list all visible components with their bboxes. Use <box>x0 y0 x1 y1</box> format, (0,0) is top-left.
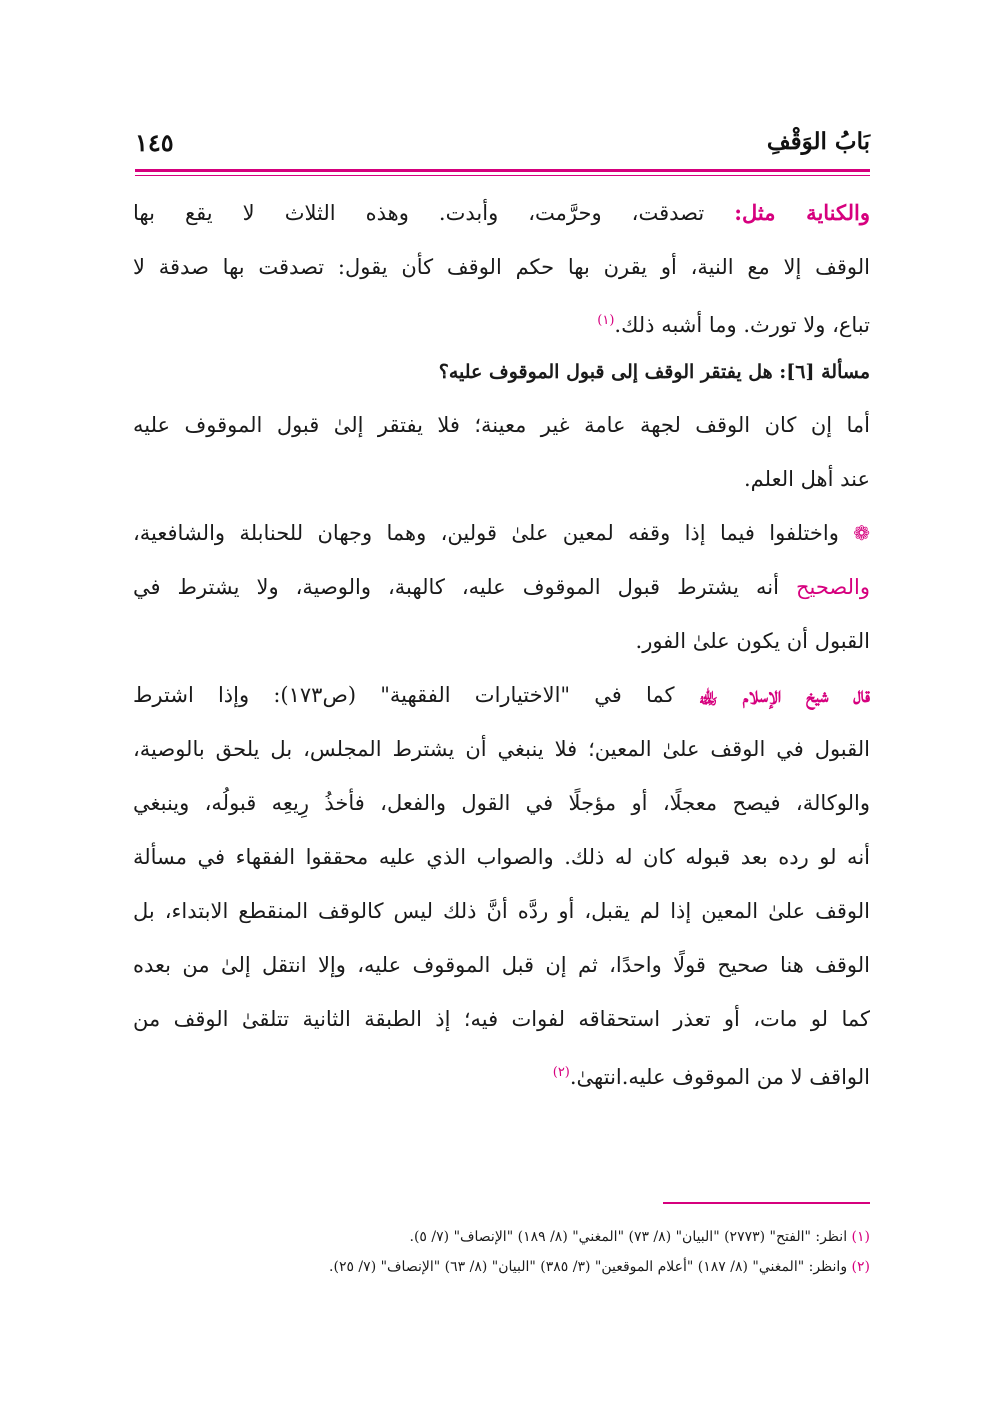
footnote-item: (٢) وانظر: "المغني" (٨/ ١٨٧) "أعلام الموقعين" (٣/ ٣٨٥) "البيان" (٨/ ٦٣) "الإنصاف" (٧/ ٢٥). <box>329 1259 870 1275</box>
footnotes <box>133 1222 870 1282</box>
text-line: الوقف علىٰ المعين إذا لم يقبل، أو ردَّه أنَّ ذلك ليس كالوقف المنقطع الابتداء، بل <box>133 899 870 923</box>
text-line: الوقف إلا مع النية، أو يقرن بها حكم الوقف كأن يقول: تصدقت بها صدقة لا <box>133 255 870 279</box>
page-number: ١٤٥ <box>135 128 174 157</box>
header-rule-thick <box>135 169 870 172</box>
chapter-title: بَابُ الوَقْفِ <box>766 128 870 155</box>
preferred-label: والصحيح <box>795 575 870 599</box>
text-line: كما لو مات، أو تعذر استحقاقه لفوات فيه؛ إذ الطبقة الثانية تتلقىٰ الوقف من <box>133 1007 870 1031</box>
text-line: أنه لو رده بعد قبوله كان له ذلك. والصواب الذي عليه محققوا الفقهاء في مسألة <box>133 845 870 869</box>
text-line: ❁ واختلفوا فيما إذا وقفه لمعين علىٰ قولين، وهما وجهان للحنابلة والشافعية، <box>133 521 870 545</box>
text-line: القبول في الوقف علىٰ المعين؛ فلا ينبغي أن يشترط المجلس، بل يلحق بالوصية، <box>133 737 870 761</box>
text-line: القبول أن يكون علىٰ الفور. <box>635 629 870 653</box>
page-body <box>133 186 870 1100</box>
header-rule-thin <box>135 175 870 176</box>
text-line: أما إن كان الوقف لجهة عامة غير معينة؛ فلا يفتقر إلىٰ قبول الموقوف عليه <box>133 413 870 437</box>
footnote-rule <box>663 1202 870 1204</box>
text-line: والوكالة، فيصح معجلًا، أو مؤجلًا في القول والفعل، فأخذُ رِيعِه قبولُه، وينبغي <box>133 791 870 815</box>
footnote-ref: (٢) <box>552 1065 570 1080</box>
page-header <box>135 128 870 168</box>
issue-question: هل يفتقر الوقف إلى قبول الموقوف عليه؟ <box>438 361 780 383</box>
paragraph-kinaya <box>133 186 870 348</box>
footnote-number: (٢) <box>851 1259 870 1275</box>
paragraph-quote <box>133 668 870 1100</box>
issue-label: مسألة [٦]: <box>779 361 870 383</box>
scholar-label: قال شيخ الإسلام ﵀ <box>698 682 870 707</box>
text-line: تباع، ولا تورث. وما أشبه ذلك.$^{(١)}$ <box>597 313 870 337</box>
text-line: الوقف هنا صحيح قولًا واحدًا، ثم إن قبل الموقوف عليه، وإلا انتقل إلىٰ من بعده <box>133 953 870 977</box>
text-line: والصحيح أنه يشترط قبول الموقوف عليه، كالهبة، والوصية، ولا يشترط في <box>133 575 870 599</box>
footnote-ref: (١) <box>597 313 615 328</box>
paragraph-disagreement <box>133 506 870 668</box>
text-line: قال شيخ الإسلام ﵀ كما في "الاختيارات الفقهية" (ص١٧٣): وإذا اشترط <box>133 682 870 707</box>
paragraph-general <box>133 398 870 506</box>
issue-heading <box>133 350 870 394</box>
text-line: الواقف لا من الموقوف عليه.انتهىٰ.$^{(٢)}$ <box>552 1065 870 1089</box>
footnote-number: (١) <box>851 1229 870 1245</box>
term-label: والكناية مثل: <box>734 200 870 225</box>
footnote-item: (١) انظر: "الفتح" (٢٧٧٣) "البيان" (٨/ ٧٣) "المغني" (٨/ ١٨٩) "الإنصاف" (٧/ ٥). <box>409 1229 870 1245</box>
flower-icon: ❁ <box>853 521 870 545</box>
text-line: والكناية مثل: تصدقت، وحرَّمت، وأبدت. وهذه الثلاث لا يقع بها <box>133 200 870 225</box>
text-line: عند أهل العلم. <box>743 467 870 491</box>
